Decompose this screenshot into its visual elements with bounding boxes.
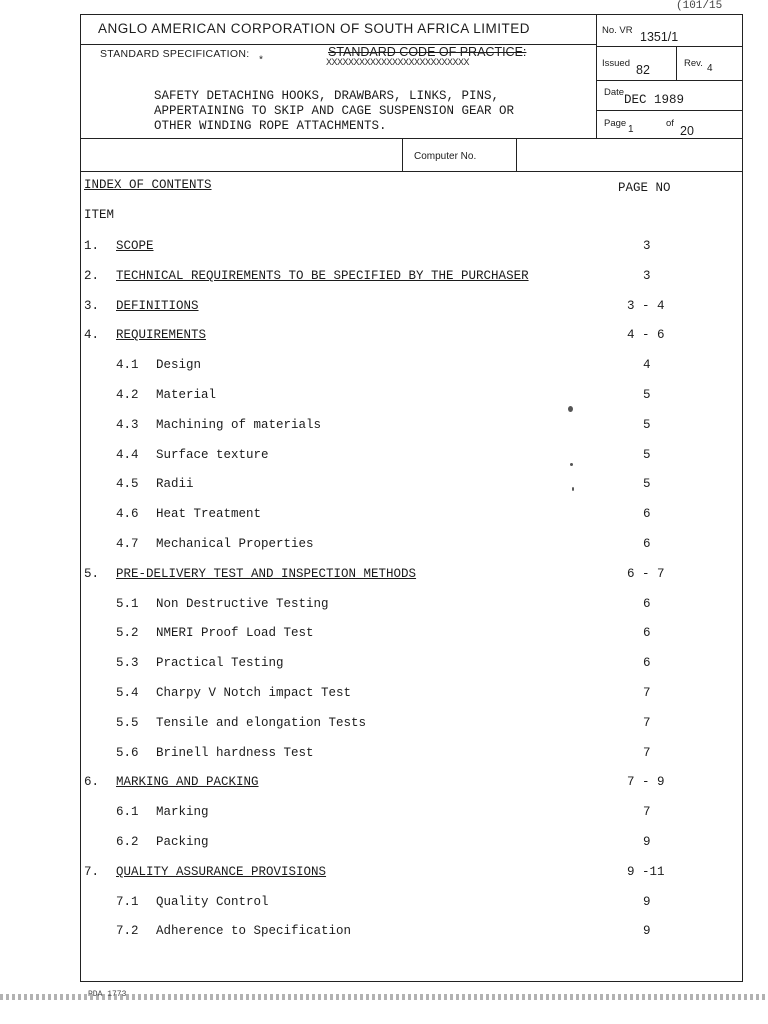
toc-item-title: SCOPE xyxy=(116,239,154,253)
page-value: 1 xyxy=(628,124,634,135)
toc-item-title: Quality Control xyxy=(156,895,269,909)
meta-column-divider xyxy=(596,14,597,139)
toc-item-number: 4.7 xyxy=(116,537,139,551)
date-label: Date xyxy=(604,87,625,98)
toc-item-number: 5.5 xyxy=(116,716,139,730)
toc-item-page: 7 - 9 xyxy=(627,775,665,789)
toc-item-title: Non Destructive Testing xyxy=(156,597,329,611)
toc-item-page: 6 xyxy=(643,656,651,670)
toc-item-page: 6 xyxy=(643,537,651,551)
toc-item-number: 6. xyxy=(84,775,100,789)
number-label: No. VR xyxy=(602,25,633,36)
toc-item-title: PRE-DELIVERY TEST AND INSPECTION METHODS xyxy=(116,567,417,581)
toc-item-title: Practical Testing xyxy=(156,656,284,670)
toc-item-title: Mechanical Properties xyxy=(156,537,314,551)
toc-item-title: Material xyxy=(156,388,217,402)
standard-specification-label: STANDARD SPECIFICATION: xyxy=(100,48,250,60)
meta-divider-2 xyxy=(596,80,743,81)
toc-item-number: 5.2 xyxy=(116,626,139,640)
toc-item-title: Design xyxy=(156,358,202,372)
toc-item-number: 4.5 xyxy=(116,477,139,491)
toc-item-title: Packing xyxy=(156,835,209,849)
toc-item-number: 7.2 xyxy=(116,924,139,938)
toc-item-page: 4 xyxy=(643,358,651,372)
toc-item-page: 5 xyxy=(643,418,651,432)
toc-item-number: 6.2 xyxy=(116,835,139,849)
toc-item-page: 5 xyxy=(643,388,651,402)
toc-item-page: 5 xyxy=(643,448,651,462)
toc-item-page: 7 xyxy=(643,805,651,819)
revision-label: Rev. xyxy=(684,58,703,69)
toc-item-page: 3 - 4 xyxy=(627,299,665,313)
toc-item-title: Brinell hardness Test xyxy=(156,746,314,760)
issued-label: Issued xyxy=(602,58,630,69)
toc-item-page: 4 - 6 xyxy=(627,328,665,342)
toc-item-page: 9 xyxy=(643,924,651,938)
scan-edge-noise xyxy=(0,994,768,1000)
page-label: Page xyxy=(604,118,627,129)
struck-out-marks: XXXXXXXXXXXXXXXXXXXXXXXXXX xyxy=(326,58,470,69)
toc-item-page: 7 xyxy=(643,716,651,730)
document-title-line-2: APPERTAINING TO SKIP AND CAGE SUSPENSION GEAR OR xyxy=(154,104,515,118)
toc-item-number: 5.4 xyxy=(116,686,139,700)
meta-divider-1 xyxy=(596,46,743,47)
toc-item-title: Heat Treatment xyxy=(156,507,262,521)
toc-item-number: 6.1 xyxy=(116,805,139,819)
toc-item-page: 7 xyxy=(643,686,651,700)
date-value: DEC 1989 xyxy=(624,93,685,107)
toc-item-page: 6 xyxy=(643,597,651,611)
toc-item-number: 3. xyxy=(84,299,100,313)
toc-item-page: 9 -11 xyxy=(627,865,665,879)
toc-item-title: QUALITY ASSURANCE PROVISIONS xyxy=(116,865,327,879)
toc-item-page: 9 xyxy=(643,835,651,849)
toc-item-number: 4.4 xyxy=(116,448,139,462)
toc-item-number: 5.1 xyxy=(116,597,139,611)
meta-rev-divider xyxy=(676,46,677,80)
corner-code: (101/15 xyxy=(676,0,723,12)
toc-item-number: 4.2 xyxy=(116,388,139,402)
document-title-line-1: SAFETY DETACHING HOOKS, DRAWBARS, LINKS, PINS, xyxy=(154,89,500,103)
revision-value: 4 xyxy=(707,63,713,74)
toc-item-number: 5. xyxy=(84,567,100,581)
total-pages-value: 20 xyxy=(680,124,694,138)
toc-item-title: NMERI Proof Load Test xyxy=(156,626,314,640)
toc-item-page: 6 - 7 xyxy=(627,567,665,581)
toc-item-page: 6 xyxy=(643,626,651,640)
computer-box-right xyxy=(516,138,517,171)
toc-item-title: Radii xyxy=(156,477,194,491)
toc-item-number: 7.1 xyxy=(116,895,139,909)
toc-item-number: 4. xyxy=(84,328,100,342)
toc-item-number: 4.6 xyxy=(116,507,139,521)
toc-item-title: Charpy V Notch impact Test xyxy=(156,686,352,700)
computer-box-left xyxy=(402,138,403,171)
code-of-practice-label: STANDARD CODE OF PRACTICE: xyxy=(328,45,527,59)
meta-divider-3 xyxy=(596,110,743,111)
number-value: 1351/1 xyxy=(640,30,679,44)
toc-item-title: Surface texture xyxy=(156,448,269,462)
toc-item-number: 2. xyxy=(84,269,100,283)
toc-item-title: Machining of materials xyxy=(156,418,322,432)
item-column-header: ITEM xyxy=(84,208,115,222)
toc-item-page: 3 xyxy=(643,269,651,283)
toc-item-page: 3 xyxy=(643,239,651,253)
toc-item-title: MARKING AND PACKING xyxy=(116,775,259,789)
of-label: of xyxy=(666,118,674,129)
computer-number-label: Computer No. xyxy=(414,151,477,162)
computer-row-bottom-line xyxy=(80,171,743,172)
toc-item-number: 4.1 xyxy=(116,358,139,372)
company-name: ANGLO AMERICAN CORPORATION OF SOUTH AFRICA LIMITED xyxy=(98,21,531,36)
toc-item-title: DEFINITIONS xyxy=(116,299,199,313)
toc-item-page: 5 xyxy=(643,477,651,491)
toc-item-title: Marking xyxy=(156,805,209,819)
toc-item-title: TECHNICAL REQUIREMENTS TO BE SPECIFIED BY THE PURCHASER xyxy=(116,269,529,283)
header-bottom-line xyxy=(80,138,743,139)
toc-item-number: 5.6 xyxy=(116,746,139,760)
toc-item-title: Tensile and elongation Tests xyxy=(156,716,367,730)
toc-item-page: 9 xyxy=(643,895,651,909)
toc-item-number: 1. xyxy=(84,239,100,253)
toc-item-page: 6 xyxy=(643,507,651,521)
toc-item-title: Adherence to Specification xyxy=(156,924,352,938)
issued-value: 82 xyxy=(636,63,650,77)
document-title-line-3: OTHER WINDING ROPE ATTACHMENTS. xyxy=(154,119,387,133)
toc-item-number: 7. xyxy=(84,865,100,879)
page-number-column-header: PAGE NO xyxy=(618,181,671,195)
toc-item-number: 4.3 xyxy=(116,418,139,432)
toc-item-number: 5.3 xyxy=(116,656,139,670)
index-title: INDEX OF CONTENTS xyxy=(84,178,212,192)
toc-item-title: REQUIREMENTS xyxy=(116,328,207,342)
toc-item-page: 7 xyxy=(643,746,651,760)
form-code: PDA 1773 xyxy=(88,990,127,999)
